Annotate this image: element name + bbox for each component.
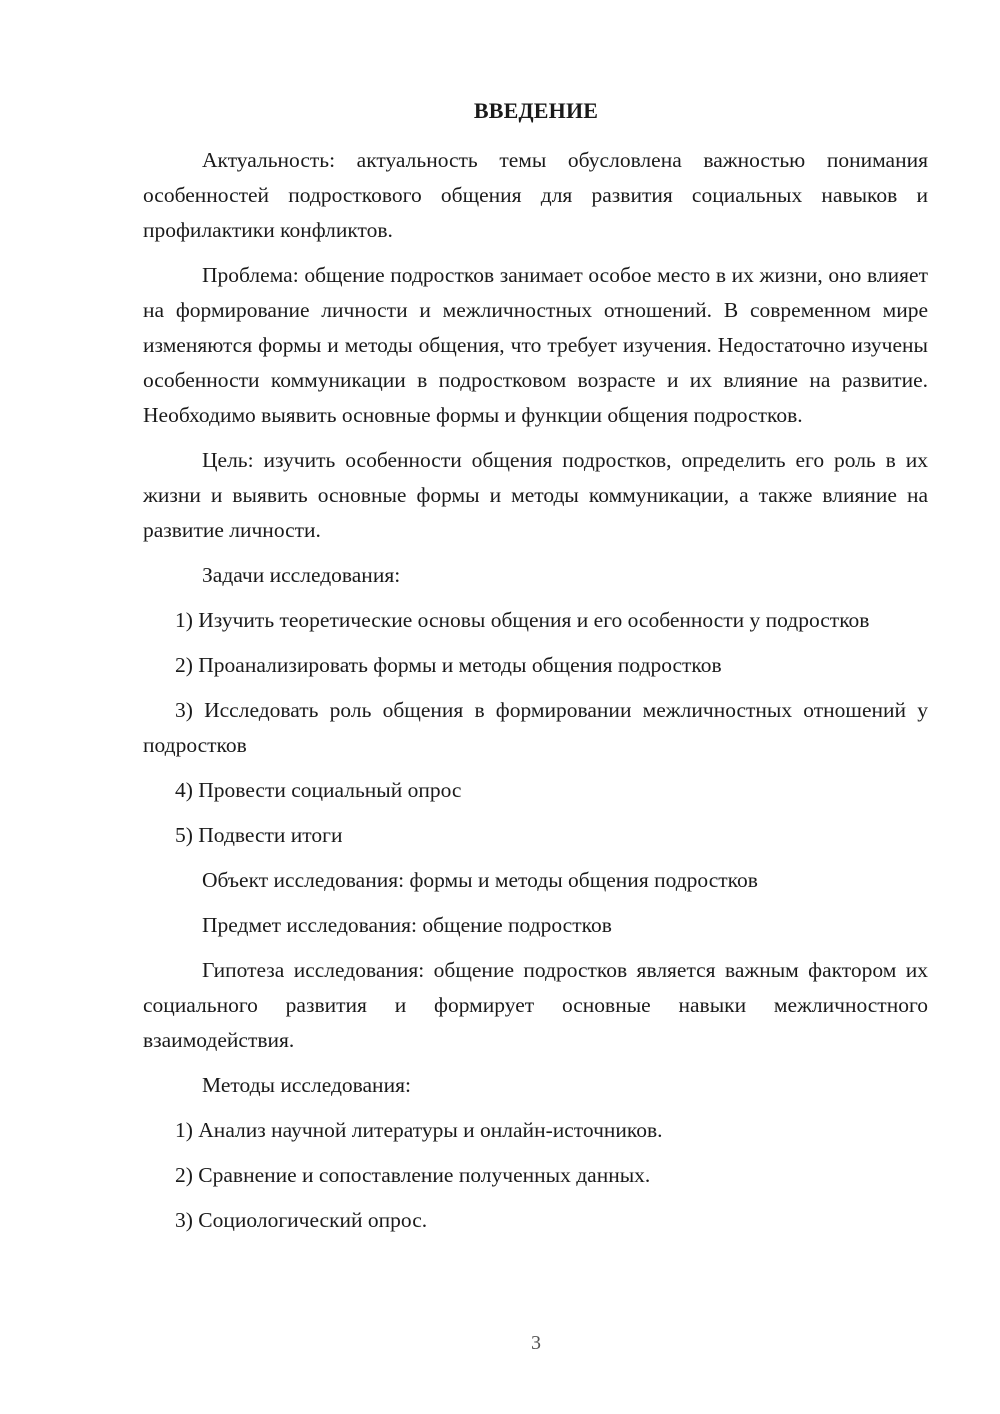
- paragraph-object: Объект исследования: формы и методы общения подростков: [202, 868, 758, 892]
- paragraph-tasks-heading: Задачи исследования:: [202, 563, 401, 587]
- page-number: 3: [531, 1332, 541, 1354]
- task-item-3: 3) Исследовать роль общения в формировании межличностных отношений у подростков: [143, 698, 928, 757]
- task-item-2: 2) Проанализировать формы и методы общения подростков: [175, 653, 722, 677]
- document-body: [143, 143, 928, 1248]
- paragraph-problem: Проблема: общение подростков занимает особое место в их жизни, оно влияет на формирование личности и межличностных отношений. В современном мире изменяются формы и методы общения, что требует изучения. Недостаточно изучены особенности коммуникации в подростковом возрасте и их влияние на развитие. Необходимо выявить основные формы и функции общения подростков.: [143, 263, 928, 427]
- method-item-3: 3) Социологический опрос.: [175, 1208, 428, 1232]
- paragraph-subject: Предмет исследования: общение подростков: [202, 913, 612, 937]
- task-item-1: 1) Изучить теоретические основы общения и его особенности у подростков: [175, 608, 870, 632]
- method-item-1: 1) Анализ научной литературы и онлайн-источников.: [175, 1118, 663, 1142]
- method-item-2: 2) Сравнение и сопоставление полученных данных.: [175, 1163, 651, 1187]
- paragraph-relevance: Актуальность: актуальность темы обусловлена важностью понимания особенностей подросткового общения для развития социальных навыков и профилактики конфликтов.: [143, 148, 928, 242]
- paragraph-methods-heading: Методы исследования:: [202, 1073, 411, 1097]
- paragraph-goal: Цель: изучить особенности общения подростков, определить его роль в их жизни и выявить основные формы и методы коммуникации, а также влияние на развитие личности.: [143, 448, 928, 542]
- paragraph-hypothesis: Гипотеза исследования: общение подростков является важным фактором их социального развития и формирует основные навыки межличностного взаимодействия.: [143, 958, 928, 1052]
- section-title: ВВЕДЕНИЕ: [473, 98, 599, 123]
- task-item-5: 5) Подвести итоги: [175, 823, 343, 847]
- task-item-4: 4) Провести социальный опрос: [175, 778, 462, 802]
